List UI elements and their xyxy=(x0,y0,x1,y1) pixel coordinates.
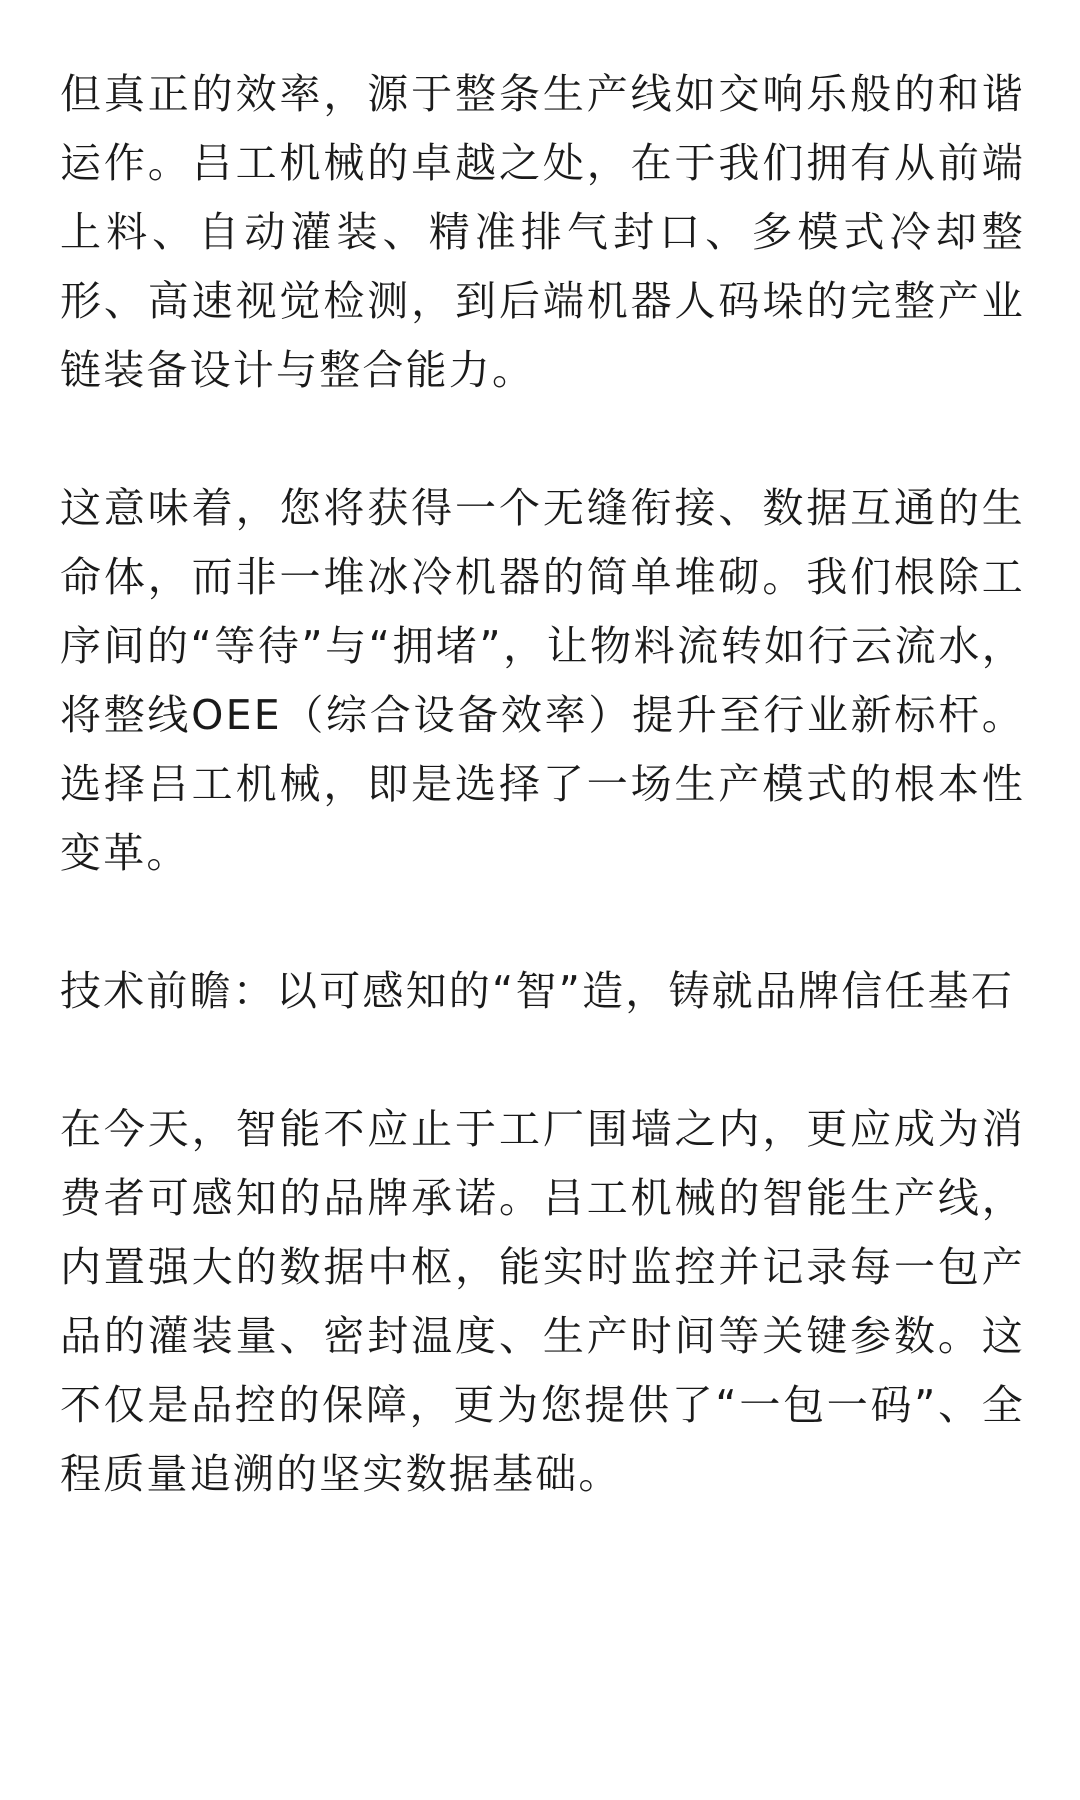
section-heading-tech: 技术前瞻：以可感知的“智”造，铸就品牌信任基石 xyxy=(60,967,1015,1015)
paragraph-traceability: 在今天，智能不应止于工厂围墙之内，更应成为消费者可感知的品牌承诺。吕工机械的智能生产线，内置强大的数据中枢，能实时监控并记录每一包产品的灌装量、密封温度、生产时间等关键参数。这不仅是品控的保障，更为您提供了“一包一码”、全程质量追溯的坚实数据基础。 xyxy=(60,1105,1025,1498)
paragraph-integration: 但真正的效率，源于整条生产线如交响乐般的和谐运作。吕工机械的卓越之处，在于我们拥有从前端上料、自动灌装、精准排气封口、多模式冷却整形、高速视觉检测，到后端机器人码垛的完整产业链装备设计与整合能力。 xyxy=(60,70,1025,394)
paragraph-oee: 这意味着，您将获得一个无缝衔接、数据互通的生命体，而非一堆冰冷机器的简单堆砌。我们根除工序间的“等待”与“拥堵”，让物料流转如行云流水，将整线OEE（综合设备效率）提升至行业新标杆。选择吕工机械，即是选择了一场生产模式的根本性变革。 xyxy=(60,484,1025,877)
